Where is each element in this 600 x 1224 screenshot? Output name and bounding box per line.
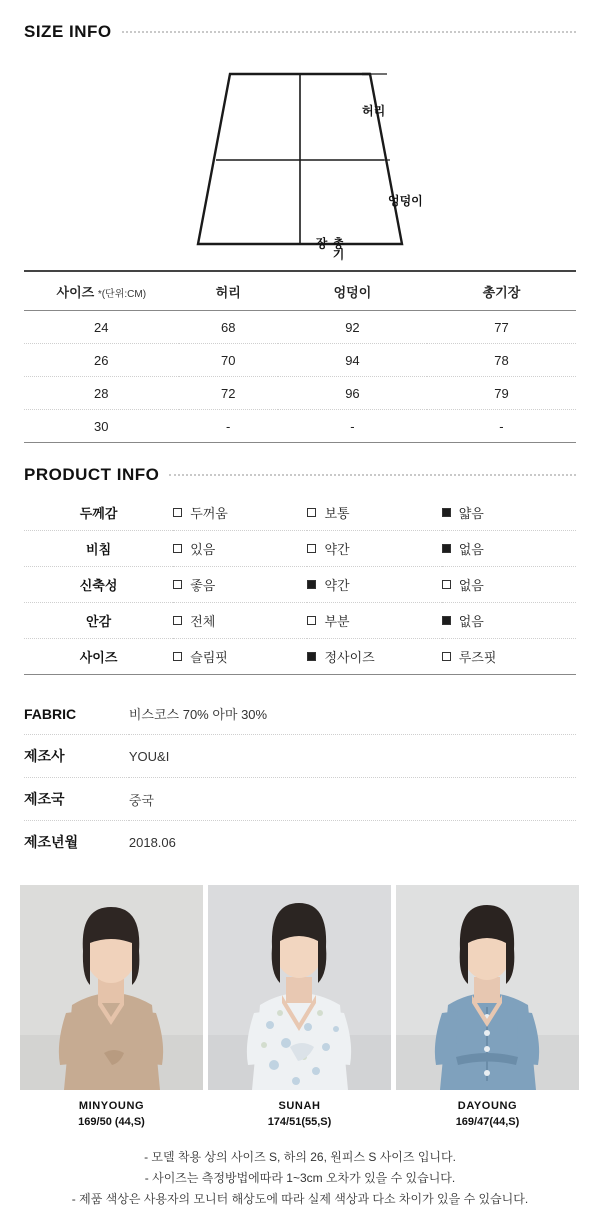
checkbox[interactable]: [173, 652, 182, 661]
option-cell: [442, 639, 576, 675]
product-info-table: [24, 495, 576, 675]
checkbox[interactable]: [173, 616, 182, 625]
option-label: 없음: [458, 542, 484, 557]
row-waist: 72: [179, 377, 278, 410]
size-table-header-row: [24, 271, 576, 311]
row-length: 78: [427, 344, 576, 377]
row-hip: -: [278, 410, 427, 443]
table-row: [24, 778, 576, 821]
model-photo: [208, 885, 391, 1090]
table-row: [24, 567, 576, 603]
row-label: 두께감: [79, 506, 118, 521]
model-photo: [396, 885, 579, 1090]
fabric-info-wrap: [0, 693, 600, 863]
option-cell: [442, 495, 576, 531]
option-cell: [307, 531, 441, 567]
option-cell: [173, 495, 307, 531]
model-portrait-icon: [20, 885, 203, 1090]
model-card: [208, 885, 391, 1131]
size-table-wrap: [0, 270, 600, 443]
row-hip: 94: [278, 344, 427, 377]
notes-block: [0, 1147, 600, 1224]
table-row: [24, 531, 576, 567]
option-label: 없음: [458, 578, 484, 593]
model-spec: 169/47(44,S): [455, 1115, 520, 1128]
product-detail-page: [0, 22, 600, 1224]
table-row: [24, 735, 576, 778]
option-label: 좋음: [190, 578, 216, 593]
model-photo: [20, 885, 203, 1090]
header-divider: [169, 474, 576, 476]
model-caption: [20, 1099, 203, 1131]
waist-col-header: 허리: [179, 271, 278, 311]
option-cell: [173, 531, 307, 567]
option-label: 없음: [458, 614, 484, 629]
row-label: 안감: [86, 614, 112, 629]
fabric-table: [24, 693, 576, 863]
option-cell: [173, 567, 307, 603]
checkbox[interactable]: [307, 616, 316, 625]
note-line: - 제품 색상은 사용자의 모니터 해상도에 따라 실제 색상과 다소 차이가 있을 수 있습니다.: [71, 1191, 529, 1206]
option-cell: [307, 495, 441, 531]
checkbox[interactable]: [307, 508, 316, 517]
fabric-value: 비스코스 70% 아마 30%: [128, 707, 268, 722]
checkbox[interactable]: [173, 580, 182, 589]
table-row: [24, 693, 576, 735]
size-info-header: [0, 22, 600, 42]
checkbox[interactable]: [307, 652, 316, 661]
row-length: 79: [427, 377, 576, 410]
model-spec: 169/50 (44,S): [78, 1115, 145, 1128]
row-label: 비침: [86, 542, 112, 557]
option-label: 슬림핏: [190, 650, 228, 665]
row-size: 30: [24, 410, 179, 443]
option-cell: [307, 639, 441, 675]
product-info-title: PRODUCT INFO: [24, 465, 160, 484]
option-cell: [442, 567, 576, 603]
note-line: - 모델 착용 상의 사이즈 S, 하의 26, 원피스 S 사이즈 입니다.: [144, 1149, 456, 1164]
model-name: SUNAH: [278, 1100, 321, 1112]
model-card: [396, 885, 579, 1131]
model-gallery: [0, 885, 600, 1131]
fabric-label: FABRIC: [24, 705, 77, 722]
option-label: 얇음: [458, 506, 484, 521]
option-cell: [173, 603, 307, 639]
checkbox[interactable]: [442, 508, 451, 517]
size-table: [24, 270, 576, 443]
option-cell: [173, 639, 307, 675]
option-cell: [442, 603, 576, 639]
manufacturer-value: YOU&I: [128, 748, 170, 764]
model-name: DAYOUNG: [457, 1100, 518, 1112]
model-portrait-icon: [396, 885, 579, 1090]
table-row: [24, 311, 576, 344]
checkbox[interactable]: [173, 508, 182, 517]
table-row: [24, 821, 576, 864]
diagram-hip-label: 엉덩이: [388, 194, 423, 208]
model-portrait-icon: [208, 885, 391, 1090]
table-row: [24, 344, 576, 377]
note-line: - 사이즈는 측정방법에따라 1~3cm 오차가 있을 수 있습니다.: [144, 1170, 456, 1185]
hip-col-header: 엉덩이: [278, 271, 427, 311]
size-unit-note: *(단위:CM): [97, 289, 147, 300]
option-label: 정사이즈: [324, 650, 375, 665]
row-size: 28: [24, 377, 179, 410]
table-row: [24, 603, 576, 639]
row-hip: 92: [278, 311, 427, 344]
checkbox[interactable]: [442, 544, 451, 553]
row-waist: -: [179, 410, 278, 443]
checkbox[interactable]: [442, 580, 451, 589]
checkbox[interactable]: [442, 652, 451, 661]
made-date-value: 2018.06: [128, 834, 176, 850]
size-table-head: [24, 271, 576, 311]
row-label: 사이즈: [79, 650, 118, 665]
product-info-wrap: [0, 495, 600, 675]
checkbox[interactable]: [307, 544, 316, 553]
option-label: 부분: [324, 614, 350, 629]
model-name: MINYOUNG: [78, 1100, 145, 1112]
option-cell: [307, 603, 441, 639]
skirt-diagram: [150, 52, 450, 264]
option-label: 약간: [324, 578, 350, 593]
option-cell: [307, 567, 441, 603]
skirt-diagram-wrap: [0, 52, 600, 264]
model-caption: [396, 1099, 579, 1131]
option-label: 전체: [190, 614, 216, 629]
option-label: 약간: [324, 542, 350, 557]
size-col-header-text: 사이즈: [56, 285, 95, 300]
table-row: [24, 410, 576, 443]
checkbox[interactable]: [173, 544, 182, 553]
country-label: 제조국: [24, 791, 65, 807]
product-info-header: [0, 465, 600, 485]
row-length: 77: [427, 311, 576, 344]
size-info-title: SIZE INFO: [24, 22, 112, 41]
model-caption: [208, 1099, 391, 1131]
row-length: -: [427, 410, 576, 443]
checkbox[interactable]: [442, 616, 451, 625]
manufacturer-label: 제조사: [24, 748, 65, 764]
option-cell: [442, 531, 576, 567]
option-label: 루즈핏: [458, 650, 497, 665]
checkbox[interactable]: [307, 580, 316, 589]
length-col-header: 총기장: [427, 271, 576, 311]
size-table-body: [24, 311, 576, 443]
option-label: 있음: [190, 542, 216, 557]
model-card: [20, 885, 203, 1131]
size-col-header: [24, 271, 179, 311]
header-divider: [122, 31, 576, 33]
row-waist: 68: [179, 311, 278, 344]
table-row: [24, 377, 576, 410]
row-size: 24: [24, 311, 179, 344]
made-date-label: 제조년월: [24, 834, 79, 850]
row-waist: 70: [179, 344, 278, 377]
row-label: 신축성: [79, 578, 118, 593]
model-spec: 174/51(55,S): [267, 1115, 332, 1128]
table-row: [24, 639, 576, 675]
option-label: 보통: [324, 506, 350, 521]
row-size: 26: [24, 344, 179, 377]
skirt-shape-icon: [150, 52, 450, 264]
option-label: 두꺼움: [190, 506, 228, 521]
row-hip: 96: [278, 377, 427, 410]
table-row: [24, 495, 576, 531]
diagram-waist-label: 허리: [362, 104, 386, 118]
diagram-length-label: 총기장: [314, 237, 345, 259]
country-value: 중국: [128, 792, 154, 808]
